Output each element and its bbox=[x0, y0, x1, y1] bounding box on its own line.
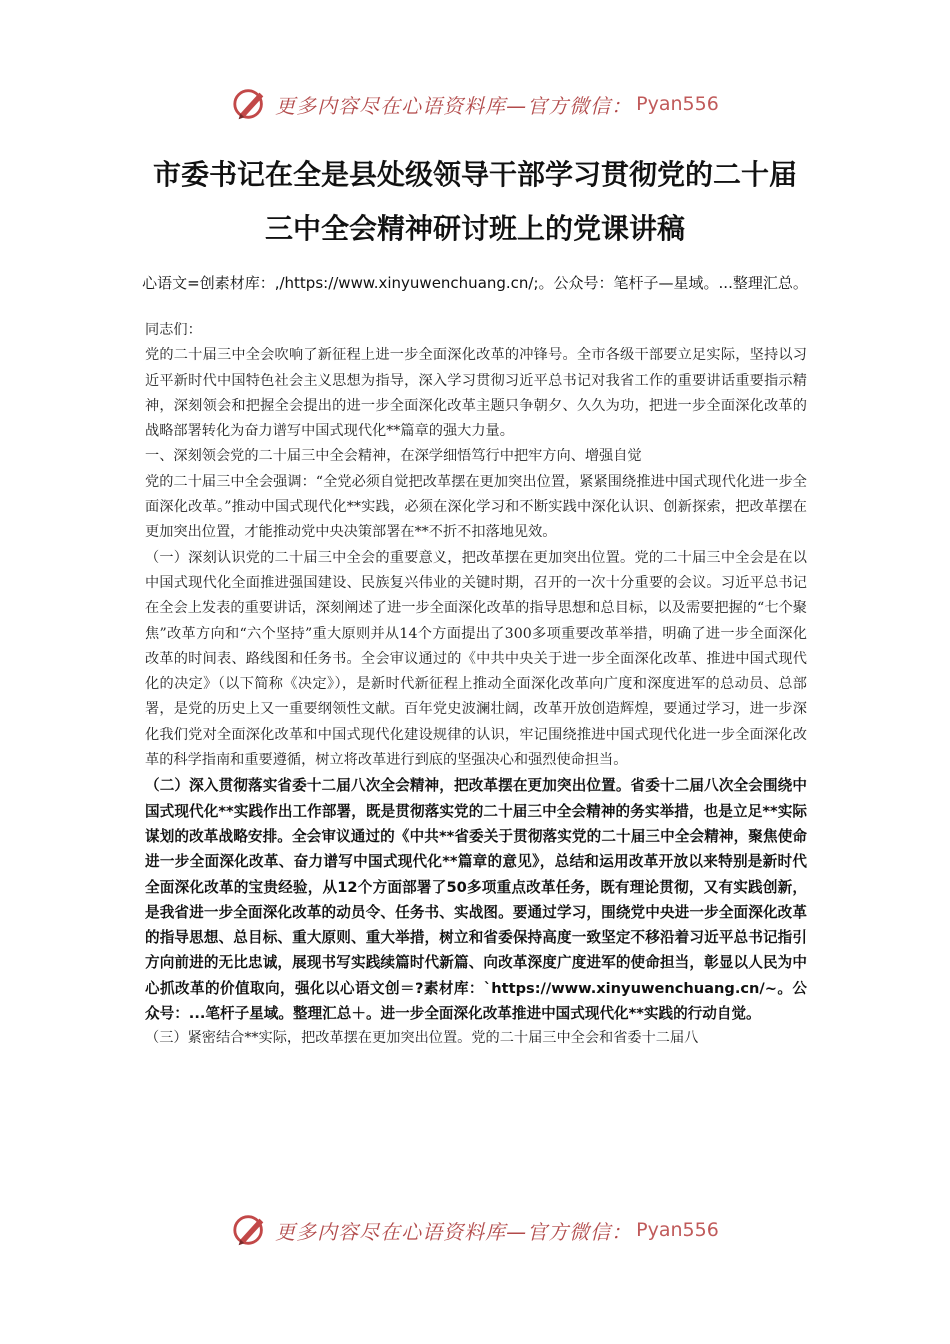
header-watermark-banner bbox=[0, 82, 950, 126]
salutation: 同志们： bbox=[145, 322, 202, 338]
source-note: 心语文=创素材库：,/https://www.xinyuwenchuang.cn/;。公众号：笔杆子—星域。...整理汇总。 bbox=[142, 274, 808, 292]
pen-logo-icon bbox=[231, 1211, 269, 1249]
title-line-1: 市委书记在全是县处级领导干部学习贯彻党的二十届 bbox=[152, 158, 797, 191]
pen-logo-icon bbox=[231, 85, 269, 123]
paragraph: （三）紧密结合**实际，把改革摆在更加突出位置。党的二十届三中全会和省委十二届八 bbox=[145, 1030, 699, 1047]
document-body bbox=[145, 318, 807, 1052]
footer-watermark-banner bbox=[0, 1208, 950, 1252]
paragraph-bold: （二）深入贯彻落实省委十二届八次全会精神，把改革摆在更加突出位置。省委十二届八次全会围绕中国式现代化**实践作出工作部署，既是贯彻落实党的二十届三中全会精神的务实举措，也是立足**实际谋划的改革战略安排。全会审议通过的《中共**省委关于贯彻落实党的二十届三中全会精神，聚焦使命进一步全面深化改革、奋力谱写中国式现代化**篇章的意见》，总结和运用改革开放以来特别是新时代全面深化改革的宝贵经验，从12个方面部署了50多项重点改革任务，既有理论贯彻，又有实践创新，是我省进一步全面深化改革的动员令、任务书、实战图。要通过学习，围绕党中央进一步全面深化改革的指导思想、总目标、重大原则、重大举措，树立和省委保持高度一致坚定不移沿着习近平总书记指引方向前进的无比忠诚，展现书写实践续篇时代新篇、向改革深度广度进军的使命担当，彰显以人民为中心抓改革的价值取向，强化以心语文创＝?素材库：`https://www.xinyuwenchuang.cn/~。公众号：...笔杆子星域。整理汇总＋。进一步全面深化改革推进中国式现代化**实践的行动自觉。 bbox=[145, 777, 807, 1023]
paragraph: （一）深刻认识党的二十届三中全会的重要意义，把改革摆在更加突出位置。党的二十届三中全会是在以中国式现代化全面推进强国建设、民族复兴伟业的关键时期，召开的一次十分重要的会议。习近平总书记在全会上发表的重要讲话，深刻阐述了进一步全面深化改革的指导思想和总目标，以及需要把握的“七个聚焦”改革方向和“六个坚持”重大原则并从14个方面提出了300多项重要改革举措，明确了进一步全面深化改革的时间表、路线图和任务书。全会审议通过的《中共中央关于进一步全面深化改革、推进中国式现代化的决定》（以下简称《决定》），是新时代新征程上推动全面深化改革向广度和深度进军的总动员、总部署，是党的历史上又一重要纲领性文献。百年党史波澜壮阔，改革开放创造辉煌，要通过学习，进一步深化我们党对全面深化改革和中国式现代化建设规律的认识，牢记围绕推进中国式现代化进一步全面深化改革的科学指南和重要遵循，树立将改革进行到底的坚强决心和强烈使命担当。 bbox=[145, 549, 807, 769]
paragraph: 党的二十届三中全会吹响了新征程上进一步全面深化改革的冲锋号。全市各级干部要立足实际，坚持以习近平新时代中国特色社会主义思想为指导，深入学习贯彻习近平总书记对我省工作的重要讲话重要指示精神，深刻领会和把握全会提出的进一步全面深化改革主题只争朝夕、久久为功，把进一步全面深化改革的战略部署转化为奋力谱写中国式现代化**篇章的强大力量。 bbox=[145, 347, 807, 440]
page-title bbox=[100, 148, 850, 256]
banner-text: 更多内容尽在心语资料库—官方微信： bbox=[275, 93, 633, 118]
paragraph: 党的二十届三中全会强调：“全党必须自觉把改革摆在更加突出位置，紧紧围绕推进中国式现代化进一步全面深化改革。”推动中国式现代化**实践，必须在深化学习和不断实践中深化认识、创新探索，把改革摆在更加突出位置，才能推动党中央决策部署在**不折不扣落地见效。 bbox=[145, 473, 807, 541]
banner-text: 更多内容尽在心语资料库—官方微信： bbox=[275, 1219, 633, 1244]
banner-wechat-id: Pyan556 bbox=[636, 1219, 719, 1241]
title-line-2: 三中全会精神研讨班上的党课讲稿 bbox=[264, 212, 685, 245]
section-heading: 一、深刻领会党的二十届三中全会精神，在深学细悟笃行中把牢方向、增强自觉 bbox=[145, 448, 642, 465]
banner-wechat-id: Pyan556 bbox=[636, 93, 719, 115]
